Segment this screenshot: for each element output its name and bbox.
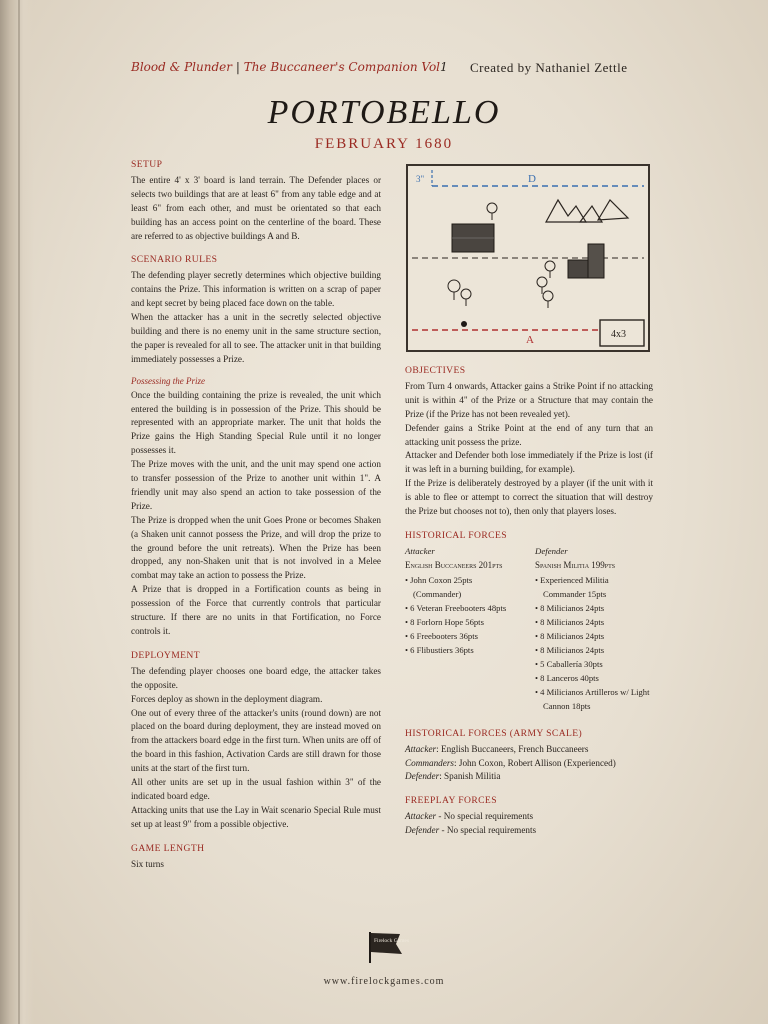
list-item: Commander 15pts	[543, 588, 607, 599]
tree-group-center	[537, 261, 555, 308]
flag-logo-icon	[366, 930, 409, 964]
deployment-p1: The defending player chooses one board edge, the attacker takes the opposite.	[131, 665, 381, 690]
army-scale-heading: HISTORICAL FORCES (ARMY SCALE)	[405, 727, 583, 739]
footer-url[interactable]: www.firelockgames.com	[323, 976, 445, 987]
corner-label: 3"	[416, 174, 425, 184]
freeplay-defender-label: Defender	[405, 825, 440, 836]
deployment-p4: All other units are set up in the usual fashion within 3" of the indicated board edge.	[131, 777, 381, 801]
scenario-rules-p1: The defending player secretly determines which objective building contains the Prize. This information is written on a scrap of paper and kept secret by being placed face down on the table.	[131, 270, 381, 309]
tree-group-top	[487, 203, 497, 220]
objectives-p1: From Turn 4 onwards, Attacker gains a Strike Point if no attacking unit is within 4" of the Prize or a Structure that may contain the Prize (if the Prize has not been revealed yet).	[405, 380, 653, 419]
page-title: PORTOBELLO	[267, 94, 501, 131]
attacker-army: English Buccaneers 201pts	[405, 559, 503, 570]
mountain-3	[598, 200, 628, 220]
page-edge-shadow	[0, 0, 34, 1024]
army-scale-commanders-text: : John Coxon, Robert Allison (Experienced)	[454, 757, 616, 768]
objectives-p3: Attacker and Defender both lose immediately if the Prize is lost (if it was left in a burning building, for example).	[405, 450, 653, 475]
possessing-p3: The Prize is dropped when the unit Goes Prone or becomes Shaken (a Shaken unit cannot possess the Prize, and will drop the prize to the ground before the unit retreats). When the Prize has been dropped, any non-Shaken unit that is not involved in a Melee combat may take an action to possess the Prize.	[131, 514, 381, 581]
freeplay-attacker	[405, 810, 653, 824]
mountain-1	[546, 200, 586, 222]
army-scale-commanders-label: Commanders	[405, 757, 455, 768]
army-scale-attacker-label: Attacker	[405, 743, 437, 754]
army-scale-defender-label: Defender	[405, 771, 440, 782]
page-binding-line	[18, 0, 20, 1024]
list-item: • 8 Milicianos 24pts	[535, 616, 605, 627]
list-item: • 6 Veteran Freebooters 48pts	[405, 602, 507, 613]
army-scale-defender-text: : Spanish Militia	[439, 771, 501, 782]
deployment-map-svg	[408, 166, 648, 350]
book-name: The Buccaneer's Companion Vol	[243, 60, 441, 74]
army-scale-attacker	[405, 743, 653, 757]
scenario-rules-heading: SCENARIO RULES	[131, 254, 218, 266]
army-scale-commanders	[405, 757, 653, 771]
defender-army: Spanish Militia 199pts	[535, 559, 616, 570]
firelock-logo	[366, 930, 409, 964]
setup-text: The entire 4' x 3' board is land terrain. The Defender places or selects two buildings that are at least 6" from any table edge and at least 6" from each other, and must be orientated so that each building has an access point on the centerline of the board. These are referred to as objective buildings A and B.	[131, 174, 381, 241]
map-label-a: A	[526, 334, 534, 346]
game-name: Blood & Plunder	[131, 60, 232, 74]
tree-group-left	[448, 280, 471, 306]
building-right-a	[568, 260, 590, 278]
header-author: Created by Nathaniel Zettle	[470, 60, 628, 75]
list-item: • 8 Milicianos 24pts	[535, 630, 605, 641]
possessing-heading: Possessing the Prize	[131, 375, 205, 386]
page-subtitle: FEBRUARY 1680	[314, 136, 454, 152]
list-item: • 8 Milicianos 24pts	[535, 644, 605, 655]
defender-force	[535, 545, 653, 713]
list-item: (Commander)	[413, 588, 462, 599]
freeplay-defender-text: - No special requirements	[439, 825, 537, 836]
list-item: • Experienced Militia	[535, 574, 609, 585]
army-scale-attacker-text: : English Buccaneers, French Buccaneers	[436, 743, 589, 754]
setup-heading: SETUP	[131, 159, 163, 170]
objectives-p2: Defender gains a Strike Point at the end of any turn that an attacking unit possess the prize.	[405, 422, 653, 447]
freeplay-attacker-label: Attacker	[405, 811, 437, 822]
attacker-unit-list	[405, 573, 523, 657]
list-item: • 8 Milicianos 24pts	[535, 602, 605, 613]
objective-marker	[461, 321, 467, 327]
deployment-map	[406, 164, 650, 352]
deployment-p5: Attacking units that use the Lay in Wait scenario Special Rule must set up at least 9" from a possible objective.	[131, 804, 381, 829]
left-column	[131, 158, 381, 872]
game-length-text: Six turns	[131, 858, 164, 869]
logo-text: Firelock Games	[374, 938, 409, 944]
possessing-p1: Once the building containing the prize is revealed, the unit which entered the building is in possession of the Prize. This should be represented with an appropriate marker. The unit that holds the Prize gains the High Standing Special Rule until it no longer possesses it.	[131, 389, 381, 456]
objectives-p4: If the Prize is deliberately destroyed by a player (if the unit with it is able to flee or attempt to correct the situation that will destroy the Prize but chooses not to), then only that players loses.	[405, 478, 653, 517]
deployment-heading: DEPLOYMENT	[131, 649, 201, 661]
scenario-rules-p2: When the attacker has a unit in the secretly selected objective building and there is no enemy unit in the same structure section, the paper is revealed for all to see. The attacker unit in that building immediately possesses a Prize.	[131, 312, 381, 364]
historical-forces-heading: HISTORICAL FORCES	[405, 529, 507, 541]
possessing-p4: A Prize that is dropped in a Fortification counts as being in possession of the Force that currently controls that particular structure. If there are no units in that Fortification, no Force controls it.	[131, 584, 381, 636]
objectives-heading: OBJECTIVES	[405, 365, 466, 376]
army-scale-defender	[405, 770, 653, 784]
defender-unit-list	[535, 573, 653, 713]
building-right-b	[588, 244, 604, 278]
list-item: • 5 Caballería 30pts	[535, 658, 603, 669]
forces-table	[405, 545, 653, 713]
header-separator: |	[235, 60, 240, 74]
map-label-d: D	[528, 173, 536, 185]
freeplay-attacker-text: - No special requirements	[436, 811, 534, 822]
freeplay-defender	[405, 824, 653, 838]
game-length-heading: GAME LENGTH	[131, 842, 205, 854]
right-column	[405, 364, 653, 838]
header-book-title	[131, 60, 448, 74]
attacker-force	[405, 545, 523, 713]
book-volume: 1	[440, 60, 448, 74]
attacker-side-label: Attacker	[405, 545, 435, 556]
list-item: • John Coxon 25pts	[405, 574, 473, 585]
list-item: • 8 Lanceros 40pts	[535, 672, 599, 683]
possessing-p2: The Prize moves with the unit, and the unit may spend one action to transfer possession of the Prize to another unit within 1". A friendly unit may also spend an action to take possession of the Prize.	[131, 459, 381, 511]
deployment-p2: Forces deploy as shown in the deployment diagram.	[131, 693, 323, 704]
defender-side-label: Defender	[535, 545, 568, 556]
list-item: • 8 Forlorn Hope 56pts	[405, 616, 484, 627]
freeplay-heading: FREEPLAY FORCES	[405, 795, 497, 807]
list-item: • 4 Milicianos Artilleros w/ Light	[535, 686, 650, 697]
list-item: • 6 Freebooters 36pts	[405, 630, 478, 641]
list-item: Cannon 18pts	[543, 700, 591, 711]
deployment-p3: One out of every three of the attacker's units (round down) are not placed on the board during deployment, they are instead moved on from the attackers board edge in the first turn. When units are off of the board in this fashion, Activation Cards are still drawn for those units at the start of the first turn.	[131, 707, 381, 774]
list-item: • 6 Flibustiers 36pts	[405, 644, 474, 655]
scale-label: 4x3	[611, 329, 626, 340]
